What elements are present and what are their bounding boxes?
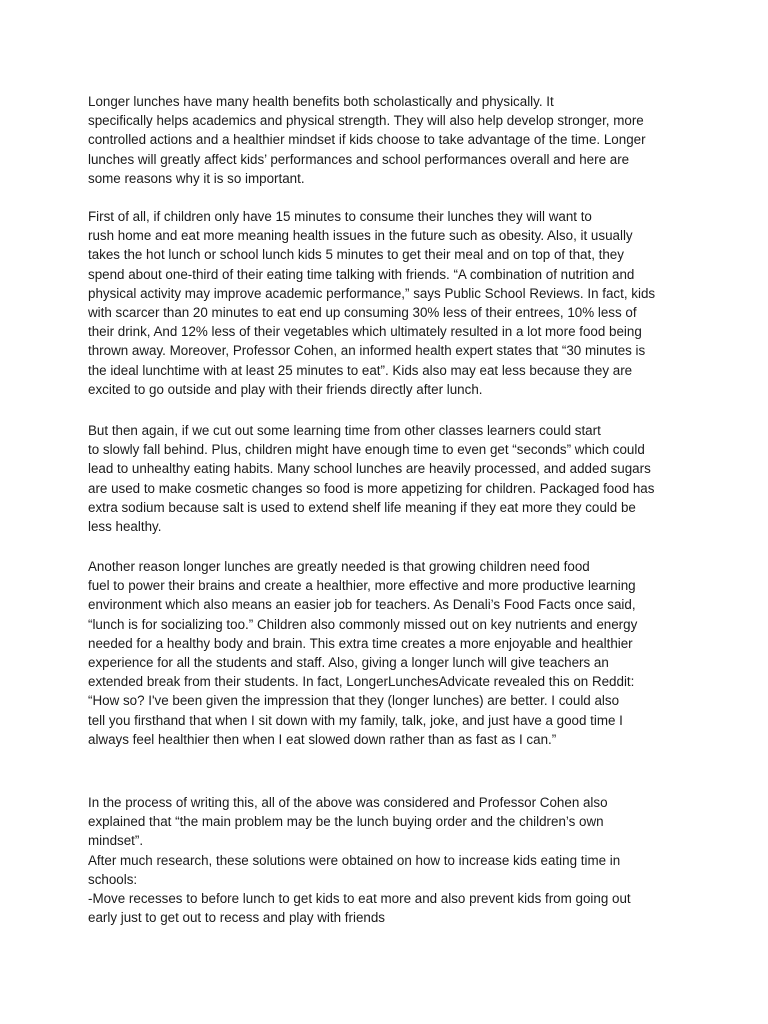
paragraph-another-reason: Another reason longer lunches are greatly needed is that growing children need food fuel to power their brains and create a healthier, more effective and more productive learning environment which also means an easier job for teachers. As Denali’s Food Facts once said, “lunch is for socializing too.” Children also commonly missed out on key nutrients and energy needed for a healthy body and brain. This extra time creates a more enjoyable and healthier experience for all the students and staff. Also, giving a longer lunch will give teachers an extended break from their students. In fact, LongerLunchesAdvicate revealed this on Reddit: “How so? I've been given the impression that they (longer lunches) are better. I could also tell you firsthand that when I sit down with my family, talk, joke, and just have a good time I always feel healthier then when I eat slowed down rather than as fast as I can.”: [88, 559, 638, 747]
paragraph-counterpoint: But then again, if we cut out some learning time from other classes learners could start to slowly fall behind. Plus, children might have enough time to even get “seconds” which could lead to unhealthy eating habits. Many school lunches are heavily processed, and added sugars are used to make cosmetic changes so food is more appetizing for children. Packaged food has extra sodium because salt is used to extend shelf life meaning if they eat more they could be less healthy.: [88, 423, 655, 535]
paragraph-first-reason: First of all, if children only have 15 minutes to consume their lunches they will want to rush home and eat more meaning health issues in the future such as obesity. Also, it usually takes the hot lunch or school lunch kids 5 minutes to get their meal and on top of that, they spend about one-third of their eating time talking with friends. “A combination of nutrition and physical activity may improve academic performance,” says Public School Reviews. In fact, kids with scarcer than 20 minutes to eat end up consuming 30% less of their entrees, 10% less of their drink, And 12% less of their vegetables which ultimately resulted in a lot more food being thrown away. Moreover, Professor Cohen, an informed health expert states that “30 minutes is the ideal lunchtime with at least 25 minutes to eat”. Kids also may eat less because they are excited to go outside and play with their friends directly after lunch.: [88, 209, 656, 397]
paragraph-intro: Longer lunches have many health benefits both scholastically and physically. It specifically helps academics and physical strength. They will also help develop stronger, more controlled actions and a healthier mindset if kids choose to take advantage of the time. Longer lunches will greatly affect kids’ performances and school performances overall and here are some reasons why it is so important.: [88, 94, 646, 186]
paragraph-solutions: In the process of writing this, all of the above was considered and Professor Cohen also explained that “the main problem may be the lunch buying order and the children’s own mindset”. After much research, these solutions were obtained on how to increase kids eating time in schools: -Move recesses to before lunch to get kids to eat more and also prevent kids from going out early just to get out to recess and play with friends: [88, 795, 631, 926]
